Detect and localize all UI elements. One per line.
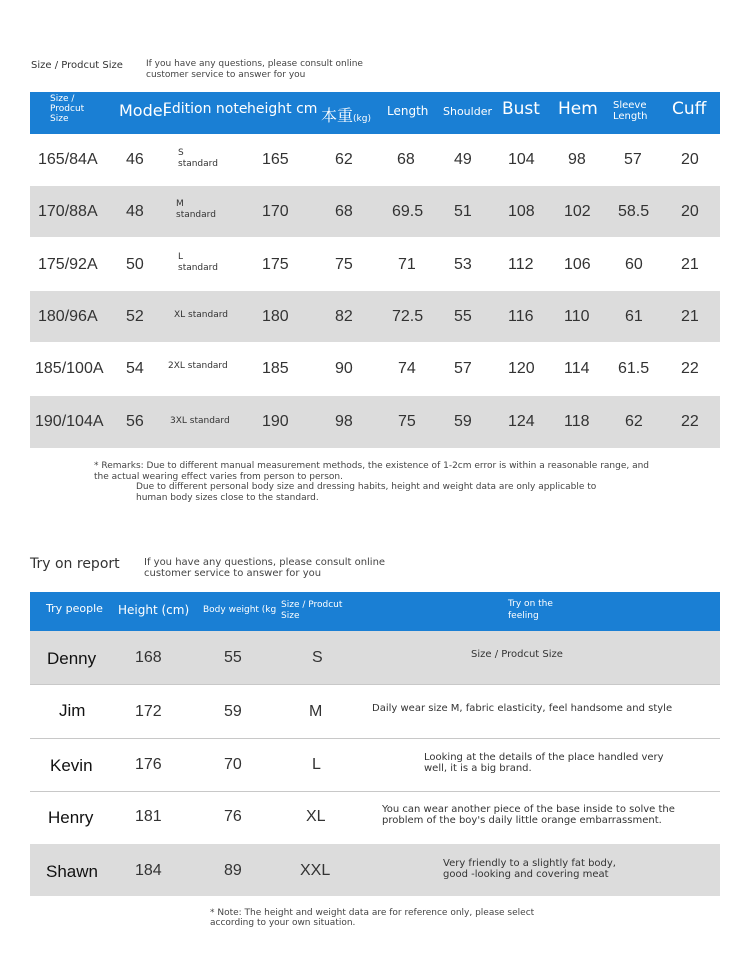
header-feeling-line2: feeling xyxy=(508,611,539,621)
table-row xyxy=(30,739,720,791)
cell-edition-top: M xyxy=(176,199,184,209)
header-try-people: Try people xyxy=(46,602,103,615)
header-hem: Hem xyxy=(558,99,598,119)
table-row xyxy=(30,631,720,684)
cell-length: 74 xyxy=(398,360,416,377)
cell-height: 168 xyxy=(135,649,162,666)
table-row xyxy=(30,396,720,448)
cell-name: Shawn xyxy=(46,862,98,881)
cell-shoulder: 51 xyxy=(454,203,472,220)
cell-edition: 3XL standard xyxy=(170,416,230,426)
table-row xyxy=(30,844,720,896)
header-size-prodcut-line2: Size xyxy=(281,611,300,621)
cell-weight: 76 xyxy=(224,808,242,825)
remarks-line4: human body sizes close to the standard. xyxy=(136,493,319,503)
cell-sleeve: 57 xyxy=(624,151,642,168)
header-weight xyxy=(321,103,371,126)
cell-cuff: 22 xyxy=(681,360,699,377)
try-report-help-line2: customer service to answer for you xyxy=(144,568,322,579)
cell-size: 180/96A xyxy=(38,308,98,325)
header-height-cm: Height (cm) xyxy=(118,603,190,617)
cell-weight: 82 xyxy=(335,308,353,325)
header-body-weight: Body weight (kg xyxy=(203,605,277,615)
table-row xyxy=(30,238,720,290)
header-size-prodcut xyxy=(281,600,342,622)
note-line1: * Note: The height and weight data are for reference only, please select xyxy=(210,908,535,918)
cell-weight: 89 xyxy=(224,862,242,879)
cell-name: Henry xyxy=(48,808,94,827)
cell-model: 48 xyxy=(126,203,144,220)
cell-size: 185/100A xyxy=(35,360,104,377)
header-size-line1: Size / xyxy=(50,94,75,104)
cell-height: 170 xyxy=(262,203,289,220)
cell-hem: 118 xyxy=(564,413,590,430)
table-row xyxy=(30,343,720,395)
remarks-line2: the actual wearing effect varies from person to person. xyxy=(94,472,343,482)
size-chart-title: Size / Prodcut Size xyxy=(31,60,123,71)
cell-edition-bottom: standard xyxy=(178,159,218,169)
try-report-help-line1: If you have any questions, please consult online xyxy=(144,557,386,568)
cell-weight: 90 xyxy=(335,360,353,377)
header-weight-cn: 本重 xyxy=(321,106,354,125)
cell-height: 165 xyxy=(262,151,289,168)
table-row xyxy=(30,291,720,342)
cell-bust: 120 xyxy=(508,360,535,377)
table-row xyxy=(30,685,720,738)
cell-size: 190/104A xyxy=(35,413,104,430)
cell-shoulder: 59 xyxy=(454,413,472,430)
cell-name: Kevin xyxy=(50,756,93,775)
size-chart-help-line2: customer service to answer for you xyxy=(146,70,306,80)
header-sleeve-line2: Length xyxy=(613,111,648,122)
cell-height: 185 xyxy=(262,360,289,377)
cell-height: 172 xyxy=(135,703,162,720)
cell-edition-bottom: standard xyxy=(178,263,218,273)
table-row xyxy=(30,792,720,843)
cell-sleeve: 62 xyxy=(625,413,643,430)
cell-size: M xyxy=(309,703,323,720)
cell-bust: 116 xyxy=(508,308,534,325)
note-line2: according to your own situation. xyxy=(210,918,356,928)
cell-shoulder: 53 xyxy=(454,256,472,273)
cell-size: XL xyxy=(306,808,326,825)
cell-bust: 108 xyxy=(508,203,535,220)
cell-cuff: 22 xyxy=(681,413,699,430)
cell-edition-top: L xyxy=(178,252,184,262)
header-length: Length xyxy=(387,104,429,118)
header-size xyxy=(50,94,84,124)
cell-cuff: 21 xyxy=(681,308,699,325)
cell-sleeve: 61 xyxy=(625,308,643,325)
cell-size: 170/88A xyxy=(38,203,98,220)
cell-hem: 106 xyxy=(564,256,591,273)
remarks-line1: * Remarks: Due to different manual measurement methods, the existence of 1-2cm error is within a reasonable range, and xyxy=(94,461,650,471)
cell-weight: 55 xyxy=(224,649,242,666)
header-sleeve-line1: Sleeve xyxy=(613,100,647,111)
cell-edition: 2XL standard xyxy=(168,361,228,371)
header-size-line3: Size xyxy=(50,114,69,124)
cell-length: 69.5 xyxy=(392,203,424,220)
cell-cuff: 21 xyxy=(681,256,699,273)
header-cuff: Cuff xyxy=(672,99,707,119)
size-chart-header xyxy=(30,92,720,134)
cell-name: Jim xyxy=(59,701,86,720)
cell-weight: 70 xyxy=(224,756,242,773)
cell-bust: 124 xyxy=(508,413,535,430)
cell-size: 165/84A xyxy=(38,151,98,168)
cell-length: 68 xyxy=(397,151,415,168)
cell-hem: 98 xyxy=(568,151,586,168)
cell-height: 180 xyxy=(262,308,289,325)
cell-length: 75 xyxy=(398,413,416,430)
cell-feeling: Size / Prodcut Size xyxy=(471,649,563,660)
cell-feeling: Very friendly to a slightly fat body, good -looking and covering meat xyxy=(443,858,616,880)
remarks-line3: Due to different personal body size and dressing habits, height and weight data are only applicable to xyxy=(136,482,597,492)
cell-size: 175/92A xyxy=(38,256,98,273)
cell-feeling: Daily wear size M, fabric elasticity, feel handsome and style xyxy=(372,703,673,714)
cell-cuff: 20 xyxy=(681,151,699,168)
cell-name: Denny xyxy=(47,649,97,668)
try-report-header xyxy=(30,592,720,631)
cell-size: XXL xyxy=(300,862,331,879)
cell-size: L xyxy=(312,756,321,773)
cell-sleeve: 58.5 xyxy=(618,203,650,220)
header-size-prodcut-line1: Size / Prodcut xyxy=(281,600,343,610)
cell-weight: 59 xyxy=(224,703,242,720)
cell-shoulder: 49 xyxy=(454,151,472,168)
cell-sleeve: 61.5 xyxy=(618,360,650,377)
header-sleeve-length xyxy=(613,100,648,122)
header-feeling-line1: Try on the xyxy=(508,599,553,609)
cell-model: 50 xyxy=(126,256,144,273)
header-weight-unit: (kg) xyxy=(353,114,371,124)
table-row xyxy=(30,134,720,185)
cell-hem: 102 xyxy=(564,203,591,220)
cell-height: 175 xyxy=(262,256,289,273)
header-edition-note: Edition note xyxy=(163,101,248,117)
header-shoulder: Shoulder xyxy=(443,105,492,118)
cell-shoulder: 57 xyxy=(454,360,472,377)
table-row xyxy=(30,186,720,237)
cell-hem: 114 xyxy=(564,360,590,377)
cell-height: 176 xyxy=(135,756,162,773)
cell-height: 181 xyxy=(135,808,162,825)
cell-weight: 62 xyxy=(335,151,353,168)
size-chart-help-line1: If you have any questions, please consult online xyxy=(146,59,363,69)
cell-weight: 98 xyxy=(335,413,353,430)
cell-height: 190 xyxy=(262,413,289,430)
cell-weight: 68 xyxy=(335,203,353,220)
cell-feeling: You can wear another piece of the base inside to solve the problem of the boy's daily little orange embarrassment. xyxy=(382,804,675,826)
cell-length: 72.5 xyxy=(392,308,424,325)
cell-edition-bottom: standard xyxy=(176,210,216,220)
header-model: Model xyxy=(119,101,168,120)
cell-hem: 110 xyxy=(564,308,590,325)
cell-length: 71 xyxy=(398,256,416,273)
header-bust: Bust xyxy=(502,99,540,119)
cell-sleeve: 60 xyxy=(625,256,643,273)
cell-edition: XL standard xyxy=(174,310,228,320)
cell-model: 52 xyxy=(126,308,144,325)
cell-cuff: 20 xyxy=(681,203,699,220)
cell-size: S xyxy=(312,649,323,666)
header-try-feeling xyxy=(508,598,553,622)
cell-feeling: Looking at the details of the place handled very well, it is a big brand. xyxy=(424,752,664,774)
size-chart-table xyxy=(30,92,720,448)
cell-model: 56 xyxy=(126,413,144,430)
cell-model: 54 xyxy=(126,360,144,377)
try-report-title: Try on report xyxy=(30,556,120,572)
cell-model: 46 xyxy=(126,151,144,168)
cell-weight: 75 xyxy=(335,256,353,273)
cell-bust: 112 xyxy=(508,256,534,273)
cell-height: 184 xyxy=(135,862,162,879)
header-size-line2: Prodcut xyxy=(50,104,85,114)
cell-shoulder: 55 xyxy=(454,308,472,325)
try-report-table xyxy=(30,592,720,896)
cell-edition-top: S xyxy=(178,148,184,158)
header-height: height cm xyxy=(247,101,318,117)
cell-bust: 104 xyxy=(508,151,535,168)
